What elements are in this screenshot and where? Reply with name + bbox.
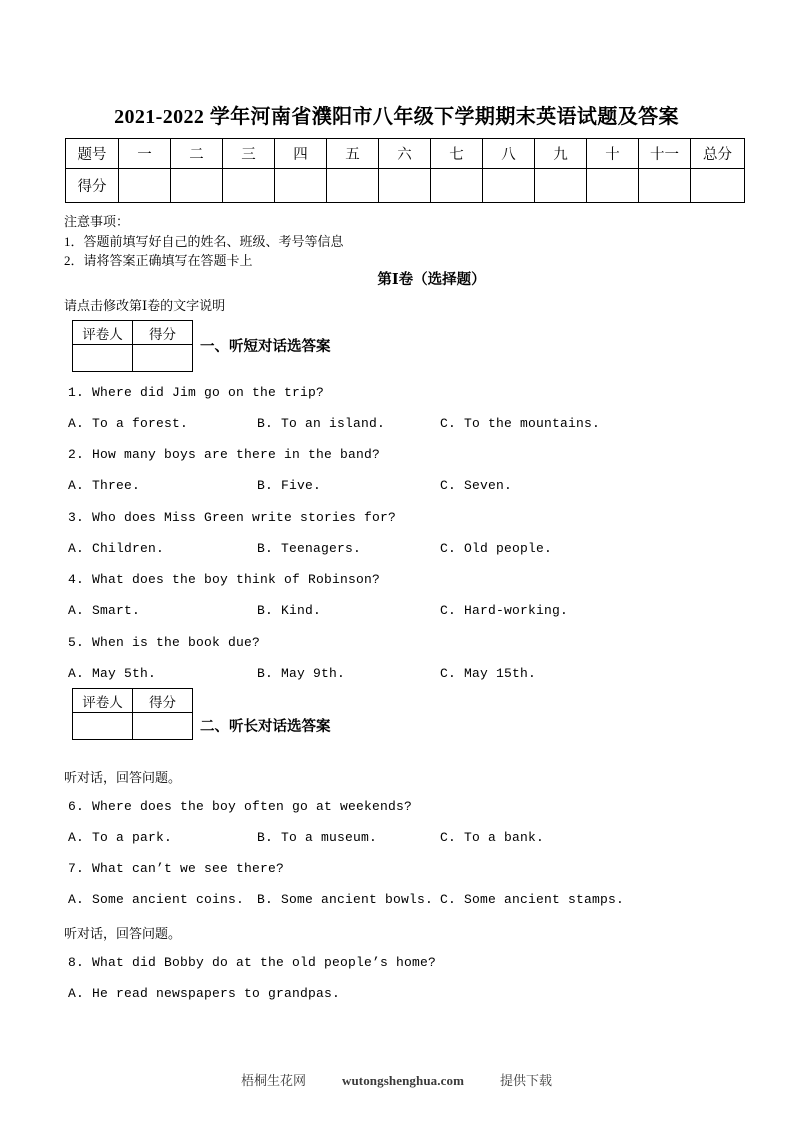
question-text: 8. What did Bobby do at the old people’s home?: [68, 955, 437, 970]
grader-score-input-cell[interactable]: [133, 713, 193, 740]
option-b[interactable]: B. Kind.: [257, 603, 322, 618]
table-row: [66, 169, 745, 203]
score-input-cell[interactable]: [171, 169, 223, 203]
option-b[interactable]: B. To an island.: [257, 416, 386, 431]
score-input-cell[interactable]: [587, 169, 639, 203]
table-row: [66, 139, 745, 169]
grader-score-input-cell[interactable]: [133, 345, 193, 372]
question-text: 5. When is the book due?: [68, 635, 261, 650]
notes-item: 2．请将答案正确填写在答题卡上: [64, 253, 253, 268]
grader-header-reviewer: 评卷人: [73, 321, 133, 345]
grader-reviewer-input-cell[interactable]: [73, 345, 133, 372]
notes-heading: 注意事项：: [64, 214, 130, 229]
score-table-header-cell: 八: [483, 139, 535, 169]
question-text: 3. Who does Miss Green write stories for?: [68, 510, 397, 525]
table-row: [73, 345, 193, 372]
listening-instruction: 听对话，回答问题。: [64, 926, 182, 941]
option-a[interactable]: A. To a park.: [68, 830, 173, 845]
option-c[interactable]: C. Hard-working.: [440, 603, 569, 618]
question-text: 1. Where did Jim go on the trip?: [68, 385, 325, 400]
exam-notes: [64, 212, 344, 271]
score-input-cell[interactable]: [223, 169, 275, 203]
option-a[interactable]: A. Smart.: [68, 603, 141, 618]
score-input-cell[interactable]: [691, 169, 745, 203]
score-input-cell[interactable]: [275, 169, 327, 203]
option-b[interactable]: B. Five.: [257, 478, 322, 493]
score-table-header-cell: 总分: [691, 139, 745, 169]
notes-item: 1．答题前填写好自己的姓名、班级、考号等信息: [64, 233, 344, 249]
score-table-header-cell: 二: [171, 139, 223, 169]
option-row: [68, 666, 768, 682]
score-table-header-cell: 三: [223, 139, 275, 169]
score-table-header-cell: 一: [119, 139, 171, 169]
option-a[interactable]: A. May 5th.: [68, 666, 157, 681]
score-table-header-cell: 九: [535, 139, 587, 169]
option-row: [68, 416, 768, 432]
score-table-header-cell: 四: [275, 139, 327, 169]
score-table-header-cell: 五: [327, 139, 379, 169]
option-row: [68, 603, 768, 619]
score-table-header-cell: 十: [587, 139, 639, 169]
option-row: [68, 478, 768, 494]
section-heading-1: 一、听短对话选答案: [200, 339, 331, 355]
option-c[interactable]: C. To a bank.: [440, 830, 545, 845]
footer-action: 提供下载: [500, 1073, 553, 1088]
option-c[interactable]: C. Old people.: [440, 541, 553, 556]
option-row: [68, 892, 768, 908]
score-input-cell[interactable]: [379, 169, 431, 203]
score-table-row-label: 得分: [66, 169, 119, 203]
footer-site-name: 梧桐生花网: [240, 1073, 306, 1088]
grader-header-score: 得分: [133, 321, 193, 345]
question-text: 2. How many boys are there in the band?: [68, 447, 381, 462]
score-table-header-cell: 十一: [639, 139, 691, 169]
option-a[interactable]: A. Some ancient coins.: [68, 892, 245, 907]
option-row: [68, 830, 768, 846]
score-table-header-cell: 七: [431, 139, 483, 169]
grader-header-score: 得分: [133, 689, 193, 713]
question-text: 7. What can’t we see there?: [68, 861, 285, 876]
option-row: [68, 541, 768, 557]
option-c[interactable]: C. May 15th.: [440, 666, 537, 681]
score-input-cell[interactable]: [639, 169, 691, 203]
score-input-cell[interactable]: [431, 169, 483, 203]
question-text: 6. Where does the boy often go at weekends?: [68, 799, 413, 814]
grader-table-section-1: [72, 320, 193, 372]
option-a[interactable]: A. He read newspapers to grandpas.: [68, 986, 341, 1001]
part-one-heading: 第Ⅰ卷（选择题）: [377, 272, 486, 288]
option-c[interactable]: C. To the mountains.: [440, 416, 601, 431]
page-title: 2021-2022 学年河南省濮阳市八年级下学期期末英语试题及答案: [114, 106, 679, 128]
option-c[interactable]: C. Seven.: [440, 478, 513, 493]
option-row: [68, 986, 768, 1002]
option-b[interactable]: B. Teenagers.: [257, 541, 362, 556]
grader-reviewer-input-cell[interactable]: [73, 713, 133, 740]
score-input-cell[interactable]: [119, 169, 171, 203]
option-b[interactable]: B. To a museum.: [257, 830, 378, 845]
option-b[interactable]: B. May 9th.: [257, 666, 346, 681]
score-table-header-cell: 六: [379, 139, 431, 169]
option-b[interactable]: B. Some ancient bowls.: [257, 892, 434, 907]
grader-table-section-2: [72, 688, 193, 740]
option-a[interactable]: A. Children.: [68, 541, 165, 556]
score-summary-table: [65, 138, 745, 203]
table-row: [73, 713, 193, 740]
listening-instruction: 听对话，回答问题。: [64, 770, 182, 785]
footer-url: wutongshenghua.com: [341, 1073, 465, 1088]
section-heading-2: 二、听长对话选答案: [200, 719, 331, 735]
edit-hint-text: 请点击修改第Ⅰ卷的文字说明: [64, 298, 226, 313]
footer-watermark: [0, 1070, 793, 1089]
table-row: [73, 689, 193, 713]
option-c[interactable]: C. Some ancient stamps.: [440, 892, 625, 907]
option-a[interactable]: A. Three.: [68, 478, 141, 493]
score-input-cell[interactable]: [327, 169, 379, 203]
score-input-cell[interactable]: [535, 169, 587, 203]
grader-header-reviewer: 评卷人: [73, 689, 133, 713]
table-row: [73, 321, 193, 345]
score-table-row-label: 题号: [66, 139, 119, 169]
option-a[interactable]: A. To a forest.: [68, 416, 189, 431]
score-input-cell[interactable]: [483, 169, 535, 203]
question-text: 4. What does the boy think of Robinson?: [68, 572, 381, 587]
